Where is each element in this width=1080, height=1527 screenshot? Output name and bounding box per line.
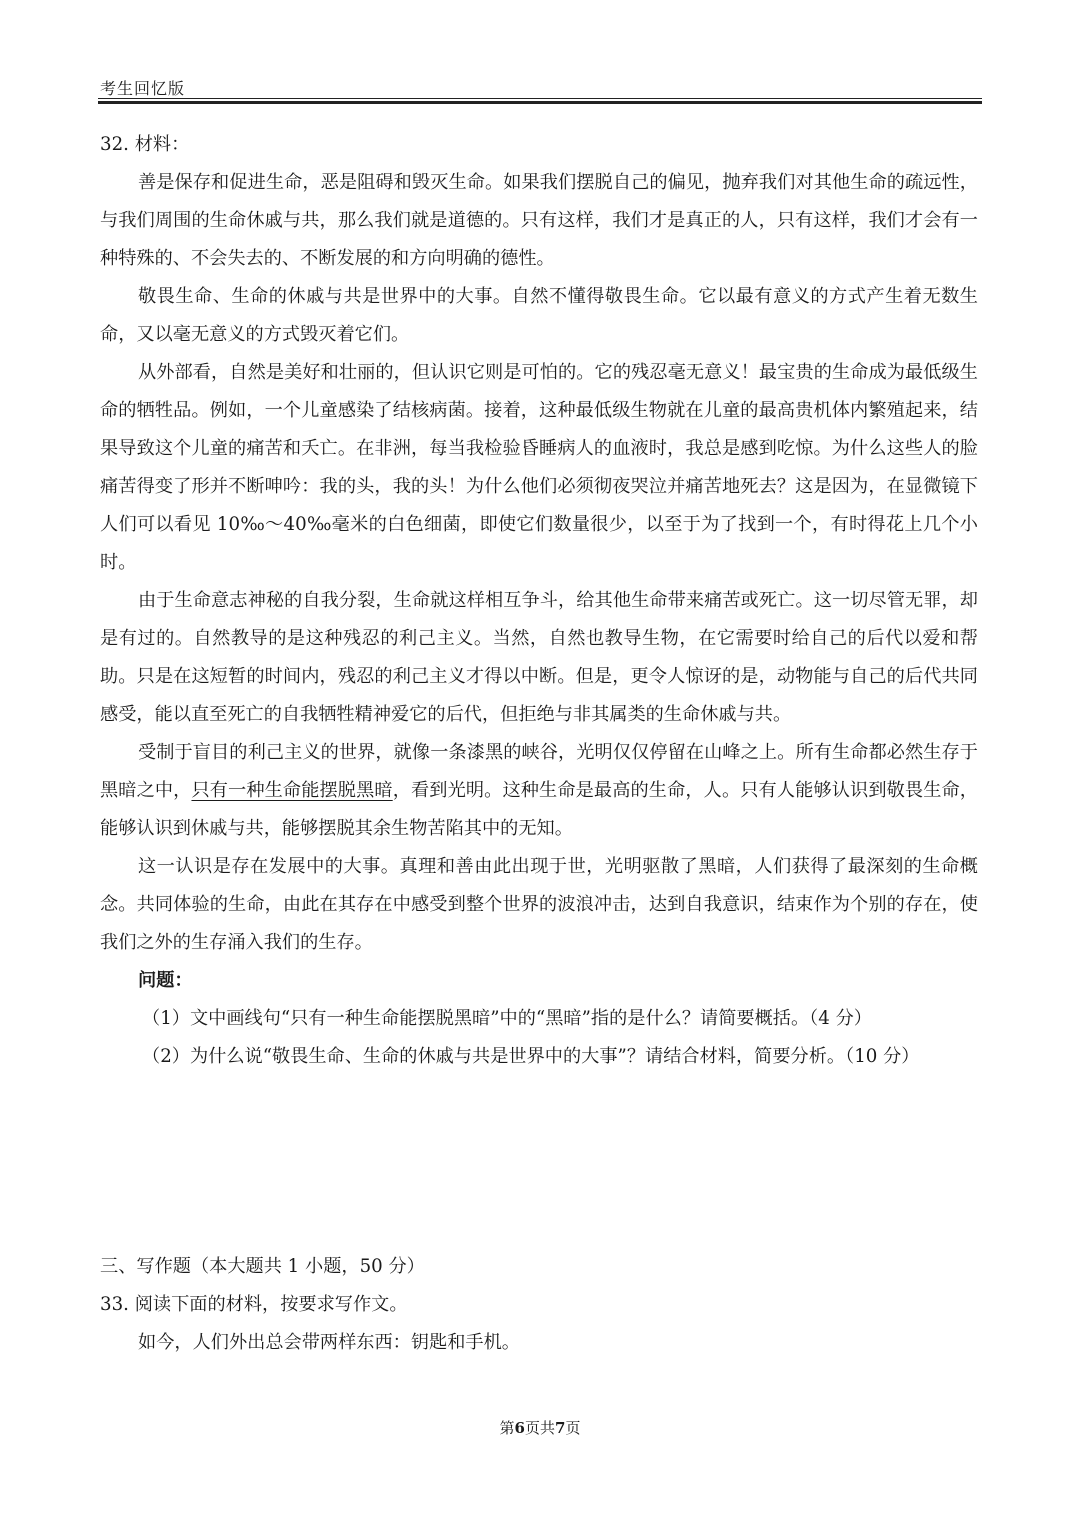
header-rule-thick — [98, 101, 982, 104]
q32-paragraph-5 — [100, 734, 978, 848]
section-3 — [100, 1248, 978, 1362]
q33-heading: 33. 阅读下面的材料，按要求写作文。 — [100, 1294, 408, 1315]
q32-p5-before: 受制于盲目的利己主义的世界，就像一条漆黑的峡谷，光明仅仅停留在山峰之上。所有生命都必然生存于黑暗之中， — [100, 742, 978, 801]
footer-total: 7 — [555, 1419, 566, 1437]
q32-p5-after: ，看到光明。这种生命是最高的生命，人。只有人能够认识到敬畏生命，能够认识到休戚与共，能够摆脱其余生物苦陷其中的无知。 — [100, 780, 978, 839]
q32-paragraph-6: 这一认识是存在发展中的大事。真理和善由此出现于世，光明驱散了黑暗，人们获得了最深刻的生命概念。共同体验的生命，由此在其存在中感受到整个世界的波浪冲击，达到自我意识，结束作为个别的存在，使我们之外的生存涌入我们的生存。 — [100, 856, 978, 953]
q32-paragraph-4: 由于生命意志神秘的自我分裂，生命就这样相互争斗，给其他生命带来痛苦或死亡。这一切尽管无罪，却是有过的。自然教导的是这种残忍的利己主义。当然，自然也教导生物，在它需要时给自己的后代以爱和帮助。只是在这短暂的时间内，残忍的利己主义才得以中断。但是，更令人惊讶的是，动物能与自己的后代共同感受，能以直至死亡的自我牺牲精神爱它的后代，但拒绝与非其属类的生命休戚与共。 — [100, 590, 978, 725]
underlined-sentence: 只有一种生命能摆脱黑暗 — [191, 780, 393, 801]
q32-paragraph-1: 善是保存和促进生命，恶是阻碍和毁灭生命。如果我们摆脱自己的偏见，抛弃我们对其他生命的疏远性，与我们周围的生命休戚与共，那么我们就是道德的。只有这样，我们才是真正的人，只有这样，我们才会有一种特殊的、不会失去的、不断发展的和方向明确的德性。 — [100, 172, 978, 269]
question-32 — [100, 126, 978, 1076]
footer-prefix: 第 — [499, 1419, 515, 1437]
footer-middle: 页共 — [524, 1419, 555, 1437]
q32-heading: 32. 材料： — [100, 134, 190, 155]
footer-page: 6 — [514, 1419, 525, 1437]
q32-paragraph-3: 从外部看，自然是美好和壮丽的，但认识它则是可怕的。它的残忍毫无意义！最宝贵的生命成为最低级生命的牺牲品。例如，一个儿童感染了结核病菌。接着，这种最低级生物就在儿童的最高贵机体内繁殖起来，结果导致这个儿童的痛苦和夭亡。在非洲，每当我检验昏睡病人的血液时，我总是感到吃惊。为什么这些人的脸痛苦得变了形并不断呻吟：我的头，我的头！为什么他们必须彻夜哭泣并痛苦地死去？这是因为，在显微镜下人们可以看见 10‰～40‰毫米的白色细菌，即使它们数量很少，以至于为了找到一个，有时得花上几个小时。 — [100, 362, 978, 573]
header-title: 考生回忆版 — [100, 79, 186, 98]
page-footer — [0, 1417, 1080, 1438]
footer-suffix: 页 — [565, 1419, 581, 1437]
header-rule-thin — [98, 98, 982, 99]
section-3-title: 三、写作题（本大题共 1 小题，50 分） — [100, 1256, 425, 1277]
q33-text: 如今，人们外出总会带两样东西：钥匙和手机。 — [138, 1332, 520, 1353]
sub-question-1: （1）文中画线句“只有一种生命能摆脱黑暗”中的“黑暗”指的是什么？请简要概括。（4 分） — [142, 1008, 872, 1029]
sub-question-2: （2）为什么说“敬畏生命、生命的休戚与共是世界中的大事”？请结合材料，简要分析。（10 分） — [142, 1046, 920, 1067]
q32-paragraph-2: 敬畏生命、生命的休戚与共是世界中的大事。自然不懂得敬畏生命。它以最有意义的方式产生着无数生命，又以毫无意义的方式毁灭着它们。 — [100, 286, 978, 345]
questions-label: 问题： — [138, 970, 193, 991]
